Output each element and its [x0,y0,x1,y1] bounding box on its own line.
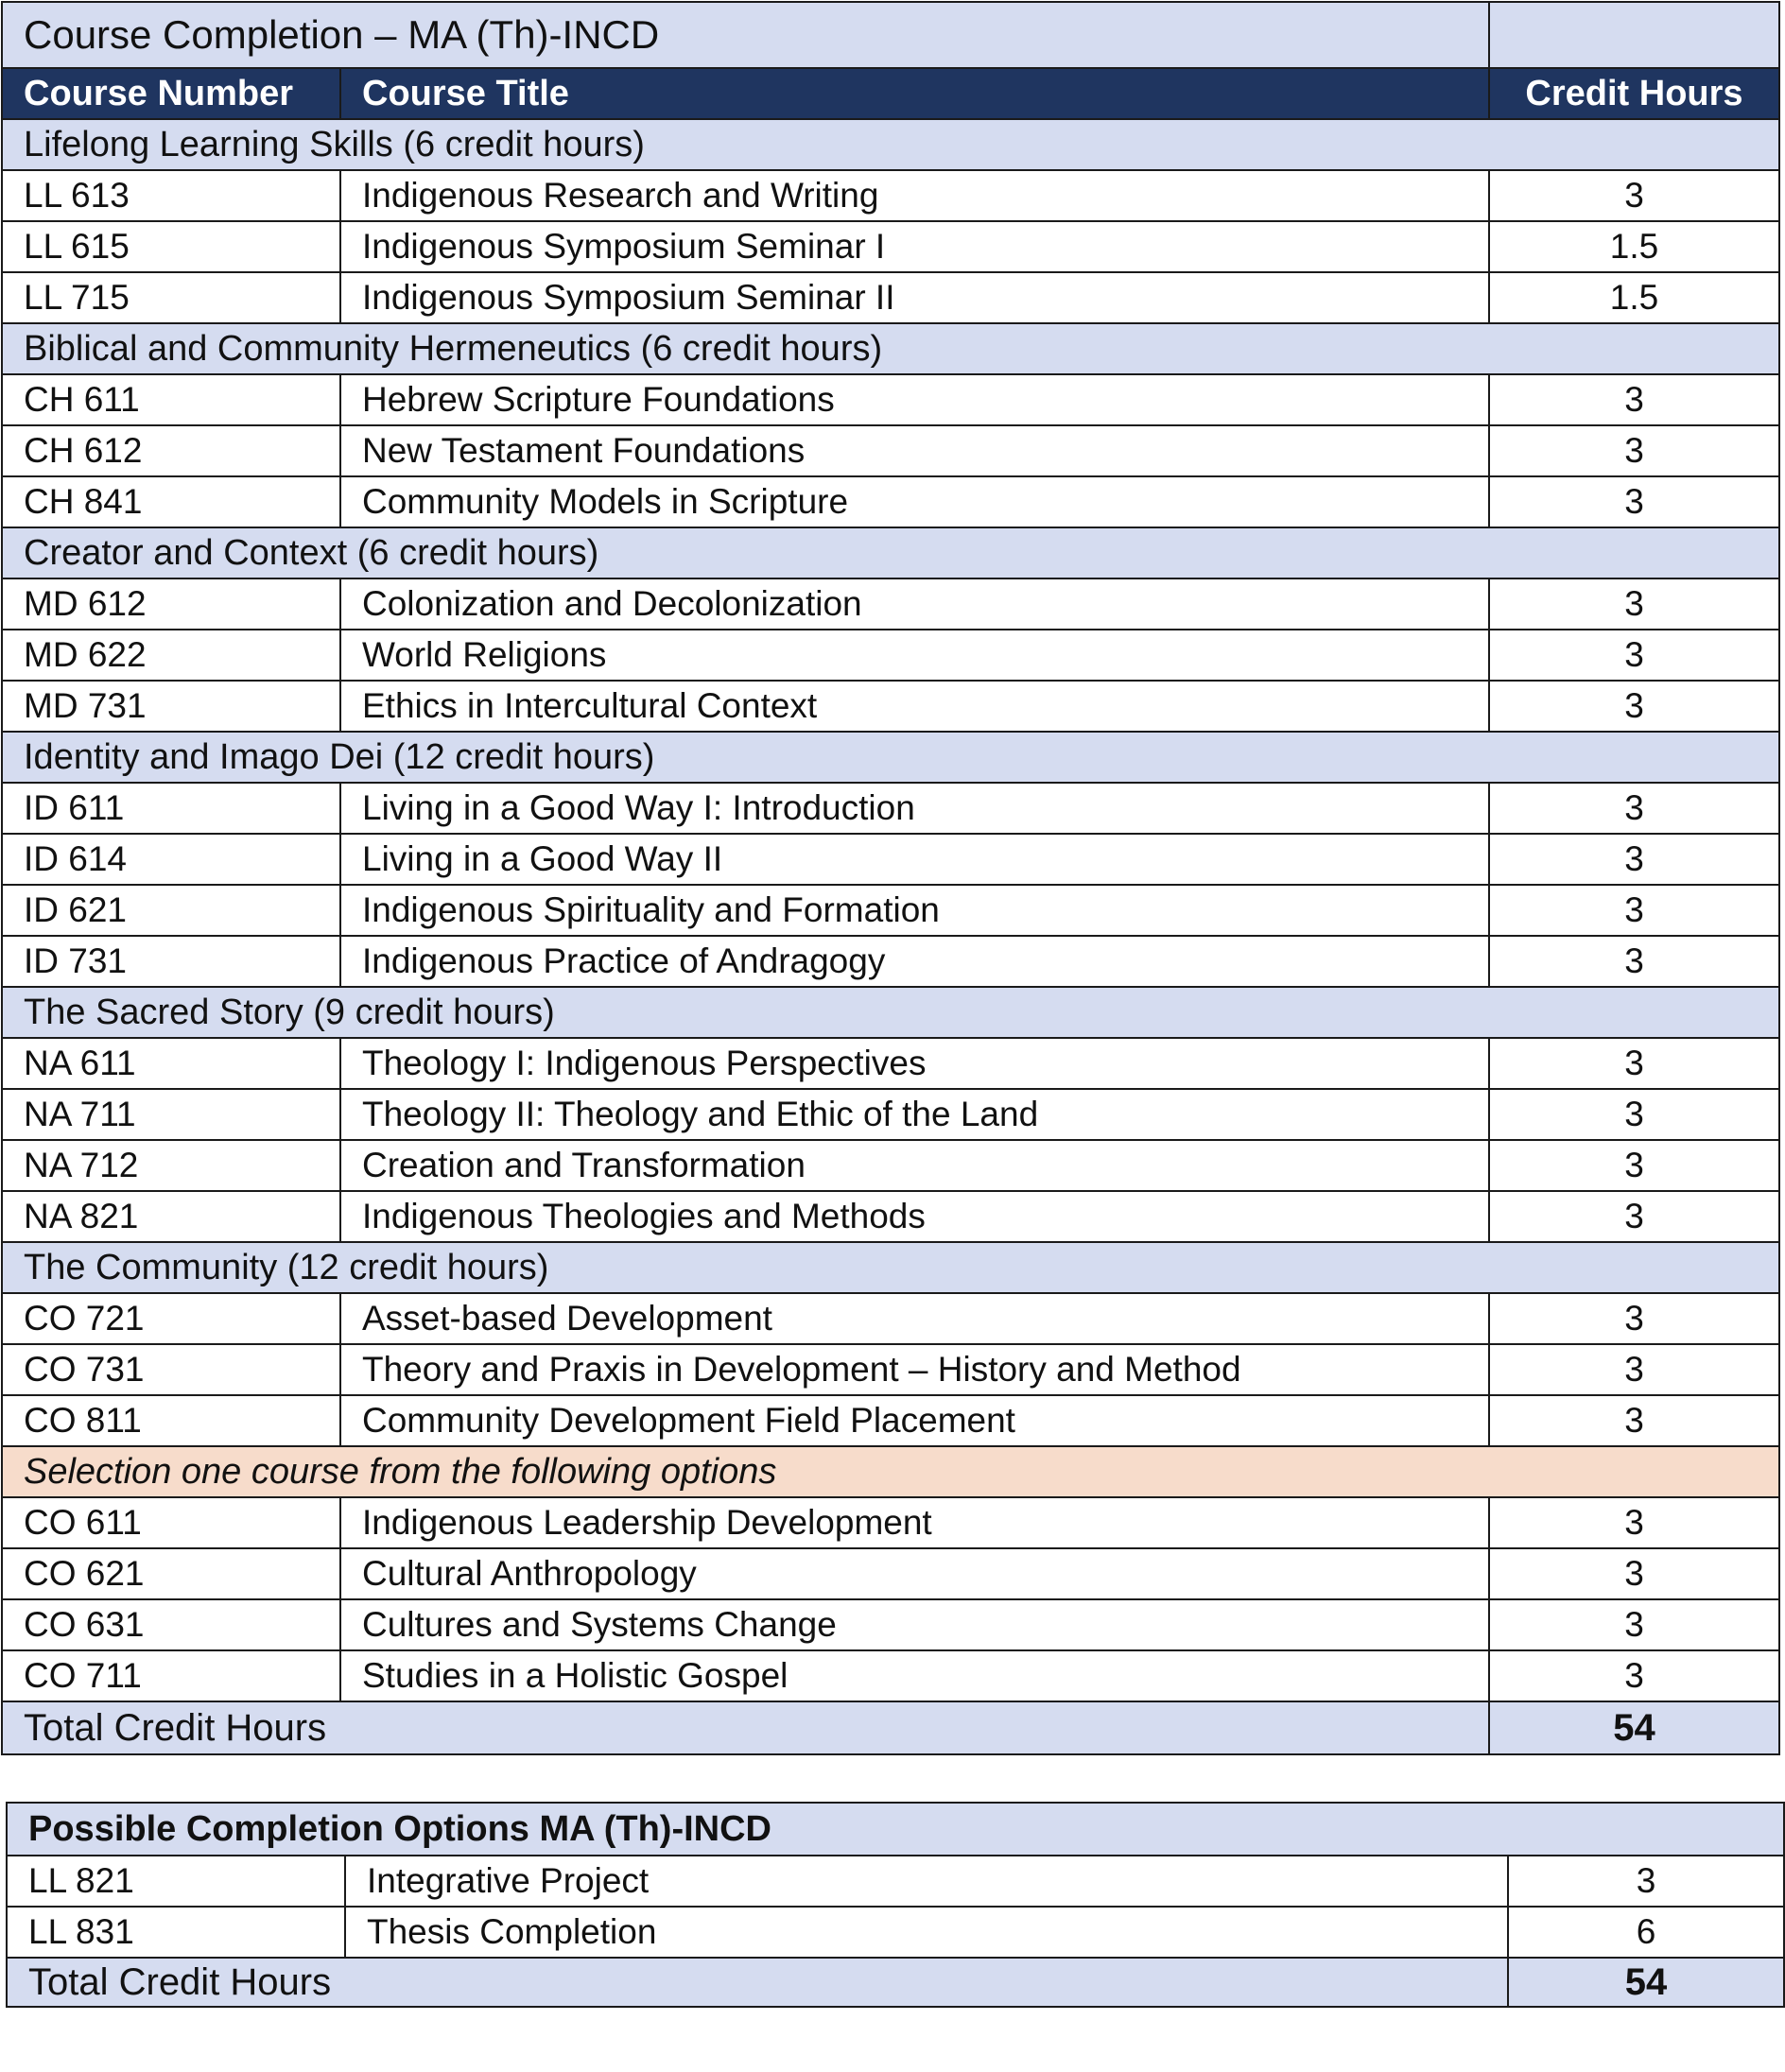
course-number: ID 614 [2,834,340,885]
course-row [2,170,1779,221]
course-title: Theology I: Indigenous Perspectives [340,1038,1489,1089]
course-row [2,936,1779,987]
course-row [2,1599,1779,1650]
course-credits: 3 [1489,1038,1779,1089]
course-number: CO 731 [2,1344,340,1395]
course-number: ID 611 [2,783,340,834]
total-label: Total Credit Hours [2,1701,1489,1754]
course-credits: 3 [1489,1140,1779,1191]
course-credits: 3 [1489,1089,1779,1140]
course-title: Cultures and Systems Change [340,1599,1489,1650]
course-number: CH 612 [2,425,340,476]
course-number: NA 821 [2,1191,340,1242]
course-title: Ethics in Intercultural Context [340,681,1489,732]
course-number: CO 631 [2,1599,340,1650]
selection-note: Selection one course from the following options [2,1446,1779,1497]
course-row [2,783,1779,834]
course-row [2,1548,1779,1599]
course-title: Indigenous Symposium Seminar I [340,221,1489,272]
section-header-row [2,987,1779,1038]
course-row [2,1650,1779,1701]
course-row [2,1038,1779,1089]
section-header-row [2,323,1779,374]
course-number: NA 711 [2,1089,340,1140]
course-title: Living in a Good Way II [340,834,1489,885]
course-credits: 3 [1508,1856,1784,1907]
section-header: The Community (12 credit hours) [2,1242,1779,1293]
course-row [2,1344,1779,1395]
course-title: Integrative Project [345,1856,1508,1907]
table-title-row [2,2,1779,68]
section-header: Identity and Imago Dei (12 credit hours) [2,732,1779,783]
course-number: ID 621 [2,885,340,936]
course-credits: 3 [1489,1497,1779,1548]
course-credits: 3 [1489,834,1779,885]
course-credits: 3 [1489,783,1779,834]
column-header-row [2,68,1779,119]
selection-note-row [2,1446,1779,1497]
course-number: CO 611 [2,1497,340,1548]
course-row [2,374,1779,425]
course-number: CH 841 [2,476,340,527]
total-value: 54 [1489,1701,1779,1754]
total-row [2,1701,1779,1754]
course-title: Theology II: Theology and Ethic of the Land [340,1089,1489,1140]
course-title: Indigenous Leadership Development [340,1497,1489,1548]
course-number: CO 721 [2,1293,340,1344]
course-number: NA 611 [2,1038,340,1089]
options-total-label: Total Credit Hours [7,1958,1508,2007]
course-row [7,1907,1784,1958]
course-credits: 1.5 [1489,221,1779,272]
section-header: Biblical and Community Hermeneutics (6 credit hours) [2,323,1779,374]
course-title: Hebrew Scripture Foundations [340,374,1489,425]
course-title: Indigenous Practice of Andragogy [340,936,1489,987]
course-title: Theory and Praxis in Development – History and Method [340,1344,1489,1395]
section-header: The Sacred Story (9 credit hours) [2,987,1779,1038]
course-title: New Testament Foundations [340,425,1489,476]
course-row [2,834,1779,885]
section-header-row [2,119,1779,170]
course-row [2,1140,1779,1191]
course-credits: 3 [1489,885,1779,936]
options-title-row [7,1803,1784,1856]
options-total-value: 54 [1508,1958,1784,2007]
course-row [2,221,1779,272]
course-number: LL 715 [2,272,340,323]
course-credits: 3 [1489,630,1779,681]
course-title: Indigenous Theologies and Methods [340,1191,1489,1242]
course-row [2,476,1779,527]
course-number: ID 731 [2,936,340,987]
course-row [2,1089,1779,1140]
course-number: CO 811 [2,1395,340,1446]
course-row [2,1293,1779,1344]
course-credits: 3 [1489,476,1779,527]
course-title: Colonization and Decolonization [340,578,1489,630]
options-total-row [7,1958,1784,2007]
course-title: Indigenous Symposium Seminar II [340,272,1489,323]
course-number: CO 711 [2,1650,340,1701]
section-header: Creator and Context (6 credit hours) [2,527,1779,578]
course-number: LL 613 [2,170,340,221]
header-course-title: Course Title [340,68,1489,119]
course-row [2,425,1779,476]
course-row [2,681,1779,732]
course-number: MD 612 [2,578,340,630]
course-credits: 3 [1489,681,1779,732]
course-title: Indigenous Research and Writing [340,170,1489,221]
course-credits: 3 [1489,936,1779,987]
course-number: CH 611 [2,374,340,425]
course-title: Living in a Good Way I: Introduction [340,783,1489,834]
course-number: MD 622 [2,630,340,681]
table-title-empty-cell [1489,2,1779,68]
course-title: Community Models in Scripture [340,476,1489,527]
course-credits: 3 [1489,425,1779,476]
course-credits: 3 [1489,578,1779,630]
course-credits: 3 [1489,1344,1779,1395]
course-title: Asset-based Development [340,1293,1489,1344]
course-number: CO 621 [2,1548,340,1599]
course-credits: 6 [1508,1907,1784,1958]
course-number: LL 831 [7,1907,345,1958]
course-number: LL 821 [7,1856,345,1907]
course-row [2,578,1779,630]
header-course-number: Course Number [2,68,340,119]
options-title: Possible Completion Options MA (Th)-INCD [7,1803,1784,1856]
section-header-row [2,527,1779,578]
completion-options-table [6,1802,1785,2008]
course-title: World Religions [340,630,1489,681]
table-title: Course Completion – MA (Th)-INCD [2,2,1489,68]
course-credits: 3 [1489,1599,1779,1650]
course-row [2,630,1779,681]
course-title: Community Development Field Placement [340,1395,1489,1446]
course-row [7,1856,1784,1907]
course-credits: 3 [1489,1191,1779,1242]
course-row [2,272,1779,323]
course-credits: 1.5 [1489,272,1779,323]
course-credits: 3 [1489,374,1779,425]
course-row [2,1497,1779,1548]
course-row [2,885,1779,936]
section-header-row [2,1242,1779,1293]
course-number: NA 712 [2,1140,340,1191]
course-title: Studies in a Holistic Gospel [340,1650,1489,1701]
course-title: Creation and Transformation [340,1140,1489,1191]
section-header: Lifelong Learning Skills (6 credit hours) [2,119,1779,170]
course-credits: 3 [1489,1650,1779,1701]
section-header-row [2,732,1779,783]
course-number: MD 731 [2,681,340,732]
course-row [2,1191,1779,1242]
course-credits: 3 [1489,1293,1779,1344]
header-credit-hours: Credit Hours [1489,68,1779,119]
course-credits: 3 [1489,170,1779,221]
course-title: Indigenous Spirituality and Formation [340,885,1489,936]
course-credits: 3 [1489,1548,1779,1599]
course-title: Cultural Anthropology [340,1548,1489,1599]
course-title: Thesis Completion [345,1907,1508,1958]
course-credits: 3 [1489,1395,1779,1446]
course-row [2,1395,1779,1446]
course-completion-table [1,1,1780,1755]
course-number: LL 615 [2,221,340,272]
